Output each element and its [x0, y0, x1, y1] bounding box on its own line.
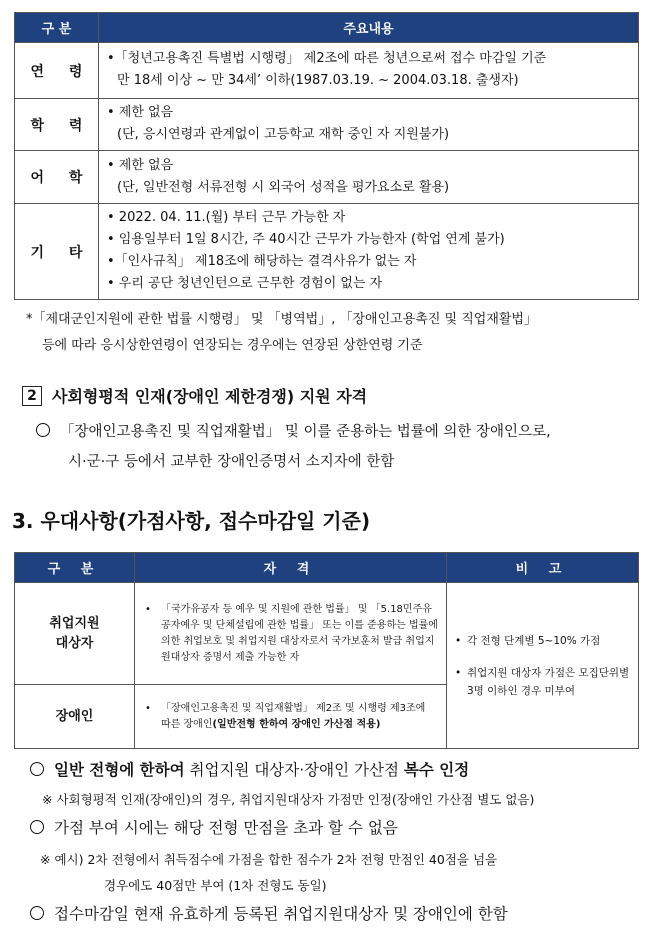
circle-bullet-icon: [36, 423, 50, 437]
header-remarks: 비 고: [447, 553, 639, 583]
row-content-age: •「청년고용촉진 특별법 시행령」 제2조에 따른 청년으로써 접수 마감일 기준 만 18세 이상 ~ 만 34세’ 이하(1987.03.19. ~ 2004.03.18. 출생자): [99, 43, 639, 99]
preference-table: [14, 552, 639, 749]
table-row: [15, 583, 639, 685]
age-extension-note: *「제대군인지원에 관한 법률 시행령」 및 「병역법」, 「장애인고용촉진 및 직업재활법」 등에 따라 응시상한연령이 연장되는 경우에는 연장된 상한연령 기준: [26, 312, 537, 353]
section-number-box: 2: [22, 386, 42, 406]
row-label-education: 학 력: [15, 99, 99, 151]
table-header-row: [15, 13, 639, 43]
bonus-bullet-3: 접수마감일 현재 유효하게 등록된 취업지원대상자 및 장애인에 한함: [30, 902, 508, 924]
table-row: [15, 43, 639, 99]
eligibility-table: [14, 12, 639, 300]
table-row: [15, 99, 639, 151]
bonus-note-1: ※ 사회형평적 인재(장애인)의 경우, 취업지원대상자 가점만 인정(장애인 가산점 별도 없음): [42, 792, 535, 807]
circle-bullet-icon: [30, 820, 44, 834]
row-label-etc: 기 타: [15, 204, 99, 300]
bonus-bullet-1: 일반 전형에 한하여 취업지원 대상자·장애인 가산점 복수 인정: [30, 758, 469, 780]
row-label-veterans: 취업지원 대상자: [15, 583, 135, 685]
table-row: [15, 204, 639, 300]
header-content: 주요내용: [99, 13, 639, 43]
section-3-title: 3. 우대사항(가점사항, 접수마감일 기준): [12, 509, 371, 533]
row-content-etc: • 2022. 04. 11.(월) 부터 근무 가능한 자 • 임용일부터 1일 8시간, 주 40시간 근무가 가능한자 (학업 연계 불가) •「인사규칙」 제18조에 해당하는 결격사유가 없는 자 • 우리 공단 청년인턴으로 근무한 경험이 없는 자: [99, 204, 639, 300]
row-content-veterans: • 「국가유공자 등 예우 및 지원에 관한 법률」 및 「5.18민주유공자예우 및 단체설립에 관한 법률」 또는 이를 준용하는 법률에 의한 취업보호 및 취업지원 대상자로서 국가보훈처 발급 취업지원대상자 증명서 제출 가능한 자: [135, 583, 447, 685]
header-category: 구 분: [15, 553, 135, 583]
row-label-language: 어 학: [15, 151, 99, 204]
row-label-age: 연 령: [15, 43, 99, 99]
row-label-disabled: 장애인: [15, 685, 135, 749]
header-category: 구 분: [15, 13, 99, 43]
section-2-title: 사회형평적 인재(장애인 제한경쟁) 지원 자격: [52, 387, 368, 406]
row-content-disabled: • 「장애인고용촉진 및 직업재활법」 제2조 및 시행령 제3조에 따른 장애인(일반전형 한하여 장애인 가산점 적용): [135, 685, 447, 749]
header-qualification: 자 격: [135, 553, 447, 583]
bonus-bullet-2: 가점 부여 시에는 해당 전형 만점을 초과 할 수 없음: [30, 816, 398, 838]
table-row: [15, 151, 639, 204]
bonus-note-2: ※ 예시) 2차 전형에서 취득점수에 가점을 합한 점수가 2차 전형 만점인 40점을 넘을 경우에도 40점만 부여 (1차 전형도 동일): [40, 852, 498, 893]
circle-bullet-icon: [30, 762, 44, 776]
section-2-heading: [22, 384, 367, 407]
circle-bullet-icon: [30, 906, 44, 920]
row-content-education: • 제한 없음 (단, 응시연령과 관계없이 고등학교 재학 중인 자 지원불가): [99, 99, 639, 151]
row-content-language: • 제한 없음 (단, 일반전형 서류전형 시 외국어 성적을 평가요소로 활용): [99, 151, 639, 204]
section-2-body: 「장애인고용촉진 및 직업재활법」 및 이를 준용하는 법률에 의한 장애인으로, 시·군·구 등에서 교부한 장애인증명서 소지자에 한함: [36, 417, 551, 477]
remarks-cell: • 각 전형 단계별 5~10% 가점 • 취업지원 대상자 가점은 모집단위별 3명 이하인 경우 미부여: [447, 583, 639, 749]
table-header-row: [15, 553, 639, 583]
